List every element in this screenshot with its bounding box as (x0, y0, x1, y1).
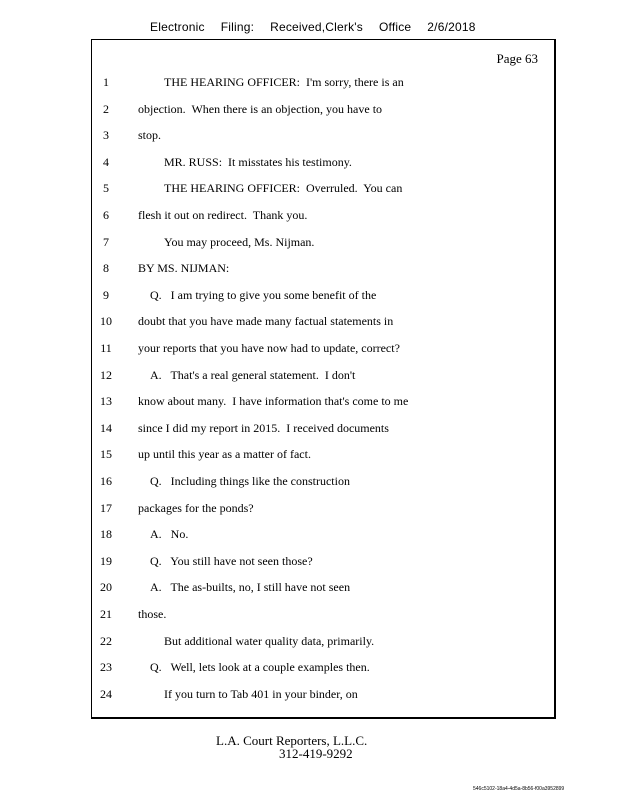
line-text: Q. You still have not seen those? (150, 553, 313, 568)
line-text: Q. Well, lets look at a couple examples then. (150, 660, 370, 675)
filing-stamp (150, 20, 492, 34)
line-text: A. The as-builts, no, I still have not seen (150, 580, 351, 595)
line-text: objection. When there is an objection, you have to (138, 101, 383, 116)
line-number: 24 (100, 686, 112, 701)
line-text: packages for the ponds? (138, 500, 254, 515)
page-number: Page 63 (496, 51, 538, 66)
line-number: 3 (103, 128, 109, 143)
line-text: Q. I am trying to give you some benefit of the (150, 287, 377, 302)
line-number: 16 (100, 474, 112, 488)
line-number: 6 (103, 208, 109, 222)
line-number: 1 (103, 75, 109, 89)
line-text: BY MS. NIJMAN: (138, 261, 230, 276)
line-number: 4 (103, 154, 109, 169)
line-number: 7 (103, 234, 109, 249)
line-number: 13 (100, 394, 112, 409)
line-text: A. That's a real general statement. I don't (150, 367, 356, 382)
stamp-received: Received,Clerk's (270, 20, 363, 34)
stamp-electronic: Electronic (150, 20, 205, 34)
line-text: A. No. (150, 527, 189, 542)
line-text: know about many. I have information that's come to me (138, 394, 409, 409)
line-text: You may proceed, Ms. Nijman. (164, 234, 315, 249)
reporter-firm: L.A. Court Reporters, L.L.C. (216, 733, 368, 748)
line-text: flesh it out on redirect. Thank you. (138, 208, 308, 222)
document-hash: 546c5102-18a4-4d5a-8b56-f00a3952899 (473, 786, 565, 792)
line-text: Q. Including things like the construction (150, 474, 350, 488)
line-text: since I did my report in 2015. I received documents (138, 420, 389, 435)
line-number: 10 (100, 314, 112, 329)
reporter-phone: 312-419-9292 (279, 746, 353, 761)
stamp-filing: Filing: (220, 20, 255, 34)
stamp-date: 2/6/2018 (427, 20, 476, 34)
line-number: 2 (103, 101, 109, 116)
stamp-office: Office (378, 20, 412, 34)
line-text: those. (138, 607, 167, 621)
line-number: 11 (100, 341, 112, 355)
line-text: THE HEARING OFFICER: I'm sorry, there is an (164, 75, 404, 89)
line-text: THE HEARING OFFICER: Overruled. You can (164, 181, 403, 196)
line-number: 23 (100, 660, 112, 675)
line-text: your reports that you have now had to update, correct? (138, 341, 400, 355)
line-number: 22 (100, 633, 112, 648)
line-number: 18 (100, 527, 112, 542)
line-text: stop. (138, 128, 162, 143)
line-number: 5 (103, 181, 109, 196)
line-text: up until this year as a matter of fact. (138, 447, 311, 462)
line-number: 19 (100, 553, 112, 568)
line-number: 20 (100, 580, 112, 595)
line-number: 14 (100, 420, 112, 435)
line-number: 21 (100, 607, 112, 621)
line-text: MR. RUSS: It misstates his testimony. (164, 154, 352, 169)
line-text: If you turn to Tab 401 in your binder, on (164, 686, 358, 701)
line-number: 9 (103, 287, 109, 302)
line-text: doubt that you have made many factual statements in (138, 314, 394, 329)
line-number: 15 (100, 447, 112, 462)
line-text: But additional water quality data, primarily. (164, 633, 375, 648)
line-number: 17 (100, 500, 112, 515)
line-number: 8 (103, 261, 109, 276)
line-number: 12 (100, 367, 112, 382)
